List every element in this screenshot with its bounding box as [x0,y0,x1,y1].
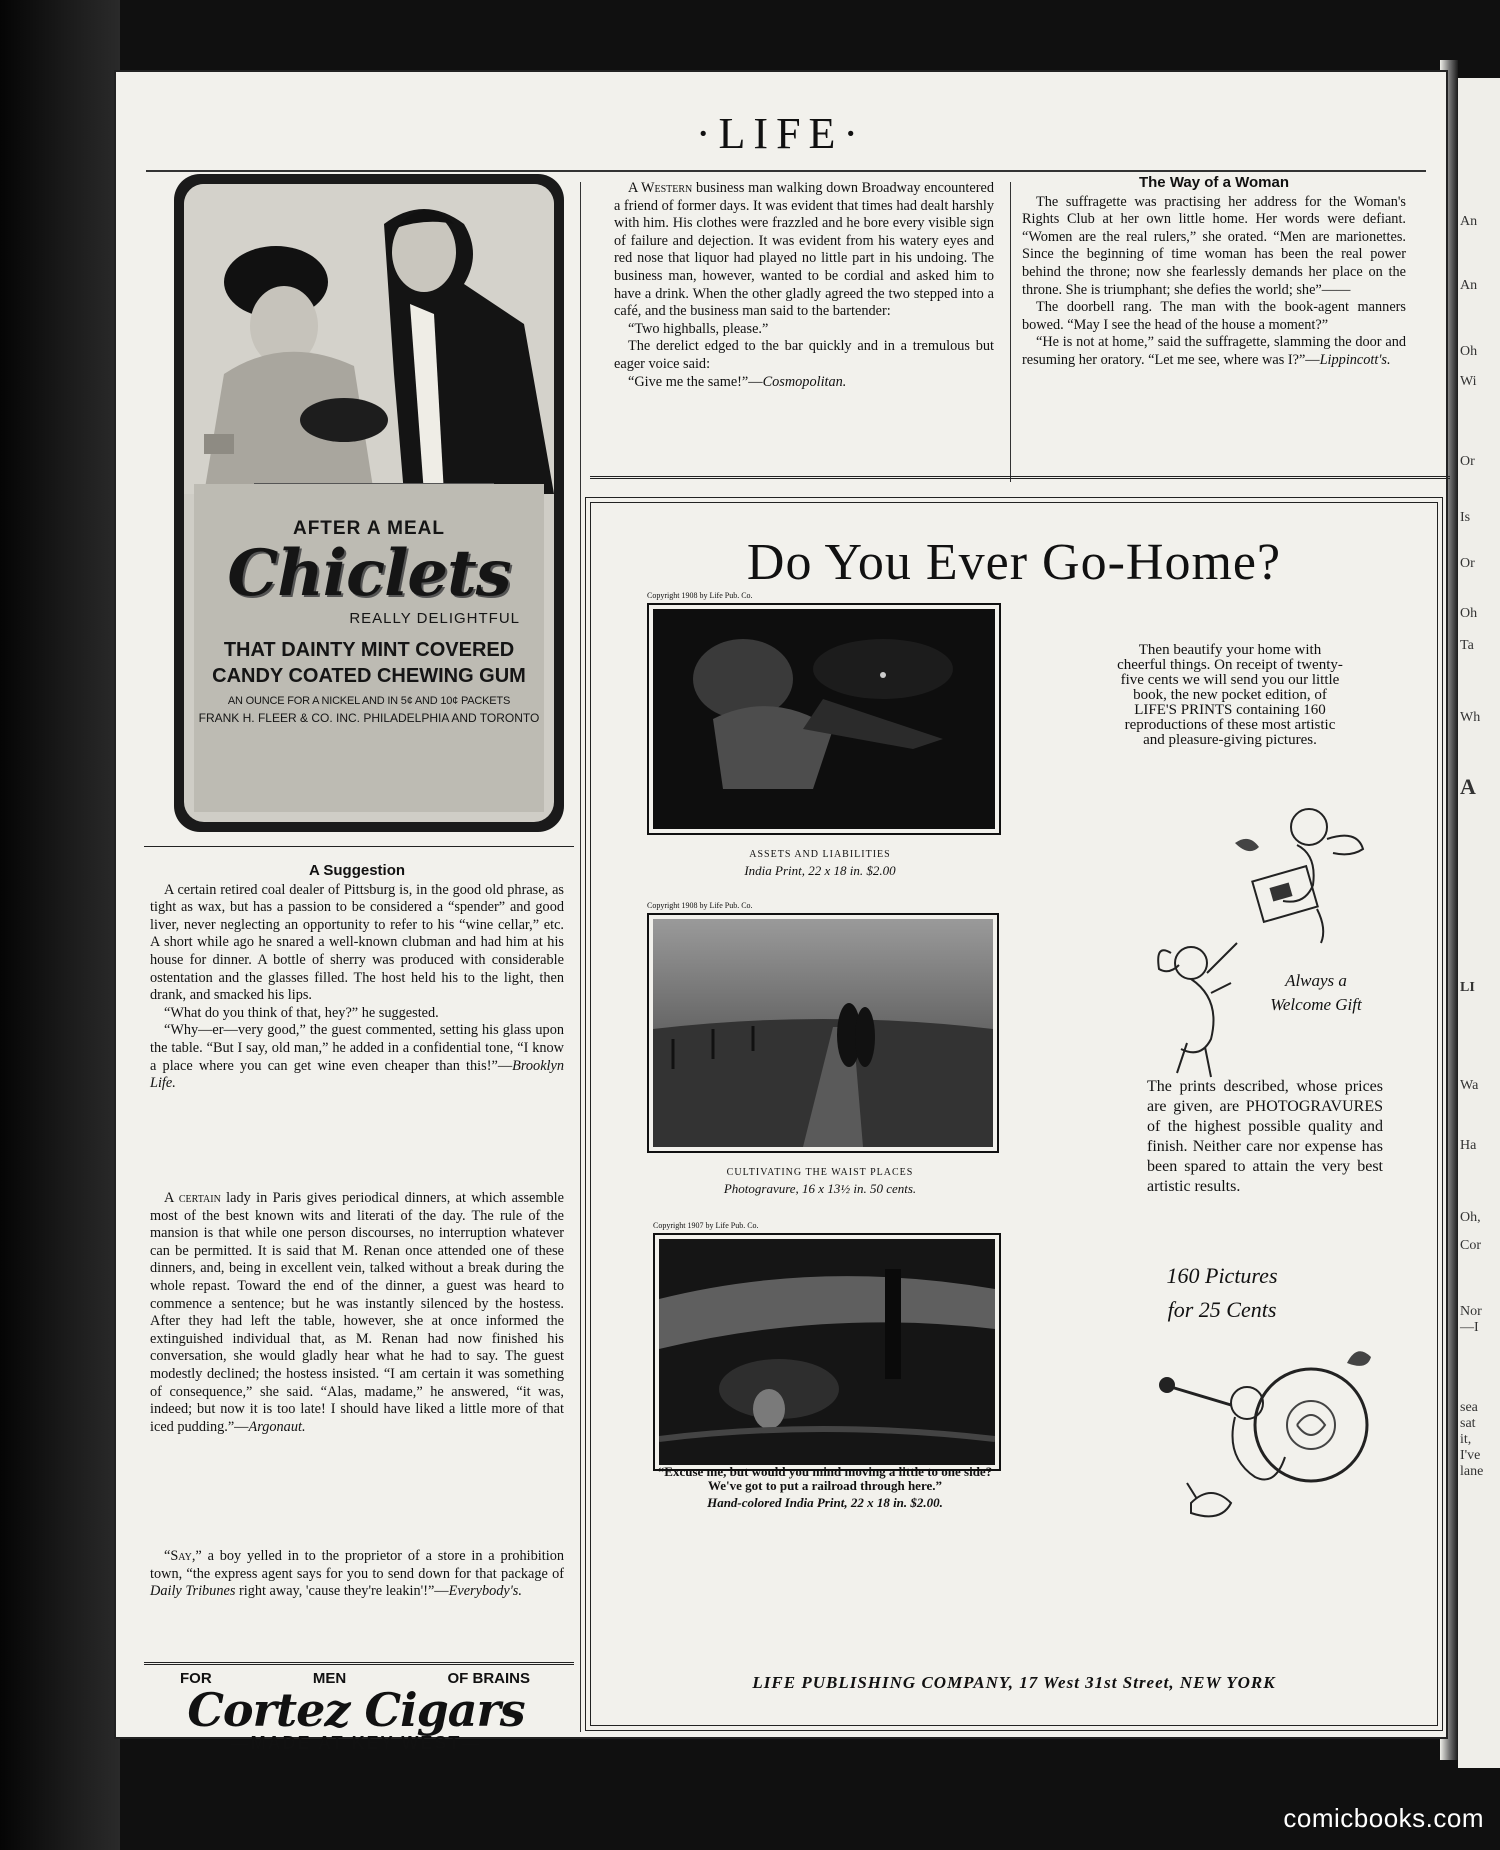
print-excuse-me [653,1233,1001,1471]
print-title: CULTIVATING THE WAIST PLACES [726,1167,914,1178]
next-page-fragment: Ha [1460,1138,1477,1153]
prints-description: The prints described, whose prices are given, are PHOTOGRAVURES of the highest possible quality and finish. Neither care nor expense has been spared to attain the very best artistic results. [1147,1078,1383,1195]
next-page-fragment: An [1460,214,1478,229]
pictures-offer-line-2: for 25 Cents [1167,1297,1277,1322]
gift-slogan: Always a Welcome Gift [1270,971,1362,1014]
next-page-fragment: Oh [1460,606,1478,621]
article-paris [150,1190,564,1436]
next-page-fragment: Cor [1460,1238,1481,1253]
next-page-fragment: LI [1460,980,1475,995]
masthead-rule [146,170,1426,172]
print-title: ASSETS AND LIABILITIES [749,849,891,860]
ad-blurb: Then beautify your home with cheerful things. On receipt of twenty-five cents we will send you our little book, the new pocket edition, of LIFE'S PRINTS containing 160 reproductions of these most artistic and pleasure-giving pictures. [1117,642,1343,748]
article-paragraph [1022,334,1406,369]
ad-price-line: AN OUNCE FOR A NICKEL AND IN 5¢ AND 10¢ PACKETS [227,695,511,707]
next-page-fragment: An [1460,278,1478,293]
copyright-note: Copyright 1908 by Life Pub. Co. [647,901,753,910]
article-paragraph: “Two highballs, please.” [628,320,769,337]
article-source: Argonaut. [248,1418,306,1435]
print-detail: India Print, 22 x 18 in. $2.00 [744,863,896,878]
next-page-fragment: lane [1460,1464,1484,1479]
ad-copy-line-1: THAT DAINTY MINT COVERED [223,639,515,661]
article-paragraph: The doorbell rang. The man with the book-agent manners bowed. “May I see the head of the house a moment?” [1022,299,1406,333]
magazine-page [116,72,1446,1753]
next-page-fragment: Oh, [1460,1210,1481,1225]
next-page-fragment: A [1460,774,1476,799]
article-lead: “Say,” [164,1548,202,1564]
next-page-fragment: Wh [1460,710,1481,725]
article-lead: A Western [628,180,693,196]
next-page-fragment: sat [1460,1416,1476,1431]
print-cultivating-the-waist-places [647,913,999,1153]
ad-tagline: REALLY DELIGHTFUL [349,610,520,627]
article-body: business man walking down Broadway encountered a friend of former days. It was evident that times had dealt harshly with him. His clothes were frazzled and he bore every visible sign of failure and dejection. It was evident from his watery eyes and red nose that liquor had played no little part in his undoing. The business man, however, wanted to be cordial and asked him to have a drink. When the other gladly agreed the two stepped into a café, and the business man said to the bartender: [614,180,995,320]
next-page-fragment: it, [1460,1432,1472,1447]
scan-dark-margin [0,0,120,1850]
chiclets-ad-frame [184,184,554,822]
cortez-for: FOR [180,1670,212,1687]
article-source: Lippincott's. [1319,351,1391,368]
ad-headline: Do You Ever Go-Home? [746,534,1282,591]
article-paragraph: The suffragette was practising her address for the Woman's Rights Club at her own little home. Her words were defiant. “Women are the real rulers,” she orated. “Men are marionettes. Since the beginning of time woman has been the real power behind the throne; now she fearlessly demands her place on the throne. She is triumphant; she defies the world; she”—— [1022,193,1406,298]
next-page-fragment: Is [1460,510,1471,525]
next-page-fragment: sea [1460,1400,1478,1415]
cortez-made-line: —MADE AT KEY WEST— [230,1733,482,1753]
article-quote: “Why—er—very good,” the guest commented, setting his glass upon the table. “But I say, old man,” he added in a confidential tone, “I know a place where you can get wine even cheaper than this!”— [150,1022,564,1074]
print-image [653,919,993,1147]
print-image [659,1239,995,1465]
article-quote: “He is not at home,” said the suffragette, slamming the door and resuming her oratory. “Let me see, where was I?”— [1022,334,1406,368]
pictures-offer-line-1: 160 Pictures [1166,1263,1278,1288]
article-body: lady in Paris gives periodical dinners, at which assemble most of the best known wits and literati of the day. The rule of the mansion is that while one person discourses, no interruption whatever can be permitted. It is said that M. Renan once attended one of these dinners, and, being in excellent vein, talked without a break during the whole repast. Toward the end of the dinner, a guest was heard to commence a sentence; but he was instantly silenced by the hostess. After they had left the table, however, she at once informed the extinguished individual that, as M. Renan had now finished his conversation, she would gladly hear what he had to say. The guest modestly declined; the hostess insisted. “I am certain it was something of consequence,” she said. “Alas, madame,” he answered, “it was, indeed; but now it is too late! I should have liked a little more of that iced pudding.”— [150,1190,564,1435]
print-assets-and-liabilities [647,603,1001,835]
masthead: ·LIFE· [695,109,867,158]
section-rule [590,476,1450,479]
cherub-with-drum-illustration [1151,1333,1381,1563]
cortez-wordmark: Cortez Cigars [187,1683,525,1737]
ad-maker-line: FRANK H. FLEER & CO. INC. PHILADELPHIA AND TORONTO [198,711,540,725]
article-paragraph [150,1022,564,1092]
article-paragraph: The derelict edged to the bar quickly and in a tremulous but eager voice said: [614,338,994,372]
pictures-offer [1147,1259,1297,1327]
next-page-fragment: I've [1460,1448,1481,1463]
article-lead: A certain [164,1190,221,1206]
chiclets-ad [174,174,564,832]
cortez-of-brains: OF BRAINS [447,1670,530,1687]
next-page-fragment: Oh [1460,344,1478,359]
article-say [150,1548,564,1601]
print-caption: “Excuse me, but would you mind moving a little to one side? We've got to put a railroad through here.” [657,1464,993,1493]
article-body: right away, 'cause they're leakin'!”— [235,1583,449,1600]
next-page-fragment: Ta [1460,638,1474,653]
next-page-fragment: Or [1460,556,1475,571]
next-page-fragment: Wi [1460,374,1477,389]
article-title: The Way of a Woman [1138,174,1289,191]
article-way-of-a-woman [1022,174,1406,370]
article-italic: Daily Tribunes [150,1583,236,1600]
section-rule [144,1662,574,1665]
article-title: A Suggestion [308,862,406,879]
print-detail: Photogravure, 16 x 13½ in. 50 cents. [723,1181,917,1196]
cortez-men: MEN [312,1670,347,1687]
cortez-cigars-ad [156,1670,556,1753]
ad-copy-line-2: CANDY COATED CHEWING GUM [212,665,526,687]
next-page-fragment: Or [1460,454,1475,469]
ad-headline: AFTER A MEAL [292,518,446,539]
article-paragraph [614,374,994,392]
article-paragraph: A certain retired coal dealer of Pittsburg is, in the good old phrase, as tight as wax, but has a passion to be considered a “spender” and good liver, never neglecting an opportunity to refer to his “wine cellar,” etc. A short while ago he snared a well-known clubman and had him at his house for dinner. A bottle of sherry was produced with considerable ostentation and the glasses filled. The host held his to the light, then drank, and smacked his lips. [150,881,564,1004]
column-rule [580,182,581,1732]
next-page-fragment: —I [1460,1320,1479,1335]
next-page-fragment: Nor [1460,1304,1482,1319]
publisher-footer: LIFE PUBLISHING COMPANY, 17 West 31st Street, NEW YORK [752,1673,1276,1692]
couple-illustration [184,184,554,494]
brand-wordmark: Chiclets [227,536,511,611]
article-source: Brooklyn Life. [150,1057,564,1092]
article-paragraph: “What do you think of that, hey?” he suggested. [164,1004,439,1021]
article-paragraph [150,1548,564,1601]
article-source: Everybody's. [448,1583,522,1600]
chiclets-ad-panel [194,484,544,812]
cherub-illustration [1151,923,1261,1083]
article-paragraph [614,180,994,321]
column-rule [1010,182,1011,482]
article-quote: “Give me the same!”— [628,373,763,390]
next-page-edge [1458,78,1500,1768]
article-paragraph [150,1190,564,1436]
copyright-note: Copyright 1908 by Life Pub. Co. [647,591,753,600]
copyright-note: Copyright 1907 by Life Pub. Co. [653,1221,759,1230]
article-source: Cosmopolitan. [762,373,847,390]
print-detail: Hand-colored India Print, 22 x 18 in. $2.00. [707,1495,943,1510]
print-image [653,609,995,829]
site-watermark: comicbooks.com [1283,1803,1484,1833]
article-western [614,180,994,391]
next-page-fragment: Wa [1460,1078,1479,1093]
life-prints-ad [590,502,1438,1726]
article-suggestion [150,862,564,1093]
article-body: a boy yelled in to the proprietor of a store in a prohibition town, “the express agent says for you to send down for that package of [150,1548,564,1582]
section-rule [144,846,574,847]
